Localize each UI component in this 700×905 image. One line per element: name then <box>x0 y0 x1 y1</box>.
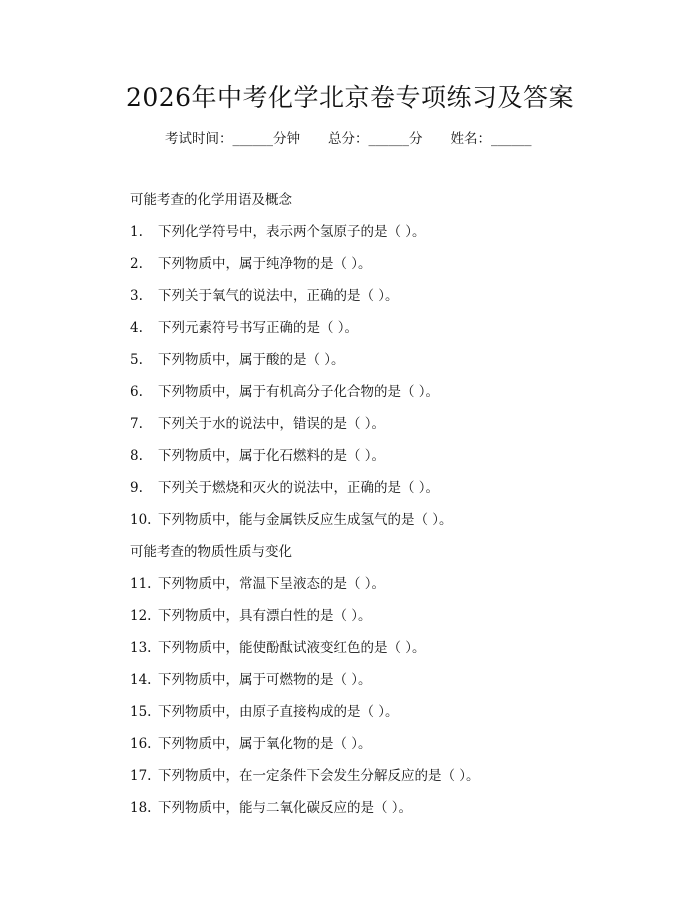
question-text: 下列关于燃烧和灭火的说法中，正确的是（ ）。 <box>158 480 440 496</box>
question-item <box>130 637 426 659</box>
question-number: 6. <box>130 384 143 400</box>
question-text: 下列关于水的说法中，错误的是（ ）。 <box>158 416 386 432</box>
question-text: 下列物质中，由原子直接构成的是（ ）。 <box>158 704 399 720</box>
question-item <box>130 413 385 435</box>
question-item <box>130 701 399 723</box>
question-text: 下列元素符号书写正确的是（ ）。 <box>158 320 359 336</box>
question-text: 下列物质中，属于氧化物的是（ ）。 <box>158 736 372 752</box>
question-number: 9. <box>130 480 143 496</box>
question-item <box>130 669 372 691</box>
question-number: 2. <box>130 256 143 272</box>
question-text: 下列物质中，能与金属铁反应生成氢气的是（ ）。 <box>158 512 453 528</box>
question-item <box>130 733 372 755</box>
question-text: 下列物质中，属于有机高分子化合物的是（ ）。 <box>158 384 440 400</box>
question-text: 下列物质中，属于可燃物的是（ ）。 <box>158 672 372 688</box>
question-number: 15. <box>130 704 152 720</box>
question-item <box>130 765 480 787</box>
question-text: 下列物质中，常温下呈液态的是（ ）。 <box>158 576 386 592</box>
question-item <box>130 477 439 499</box>
section-heading: 可能考查的物质性质与变化 <box>130 544 292 560</box>
question-item <box>130 221 426 243</box>
question-item <box>130 573 385 595</box>
question-item <box>130 317 358 339</box>
question-text: 下列物质中，具有漂白性的是（ ）。 <box>158 608 372 624</box>
question-number: 12. <box>130 608 152 624</box>
exam-time-field: 考试时间：______分钟 <box>165 131 300 147</box>
question-item <box>130 381 439 403</box>
question-number: 10. <box>130 512 152 528</box>
exam-info-line <box>165 128 532 150</box>
question-number: 8. <box>130 448 143 464</box>
question-text: 下列化学符号中，表示两个氢原子的是（ ）。 <box>158 224 426 240</box>
question-number: 17. <box>130 768 152 784</box>
question-text: 下列物质中，属于化石燃料的是（ ）。 <box>158 448 386 464</box>
question-number: 5. <box>130 352 143 368</box>
student-name-field: 姓名：______ <box>450 131 532 147</box>
question-item <box>130 605 372 627</box>
question-text: 下列物质中，属于酸的是（ ）。 <box>158 352 345 368</box>
question-number: 14. <box>130 672 152 688</box>
section-heading: 可能考查的化学用语及概念 <box>130 192 292 208</box>
question-number: 7. <box>130 416 143 432</box>
question-text: 下列物质中，属于纯净物的是（ ）。 <box>158 256 372 272</box>
question-item <box>130 253 372 275</box>
question-text: 下列关于氧气的说法中，正确的是（ ）。 <box>158 288 399 304</box>
question-number: 18. <box>130 800 152 816</box>
question-item <box>130 445 385 467</box>
question-number: 1. <box>130 224 143 240</box>
document-title: 2026年中考化学北京卷专项练习及答案 <box>125 83 575 112</box>
total-score-field: 总分：______分 <box>328 131 423 147</box>
question-number: 4. <box>130 320 143 336</box>
question-item <box>130 797 412 819</box>
question-text: 下列物质中，能使酚酞试液变红色的是（ ）。 <box>158 640 426 656</box>
question-item <box>130 509 453 531</box>
question-item <box>130 349 345 371</box>
question-number: 13. <box>130 640 152 656</box>
question-number: 3. <box>130 288 143 304</box>
question-text: 下列物质中，在一定条件下会发生分解反应的是（ ）。 <box>158 768 480 784</box>
question-text: 下列物质中，能与二氧化碳反应的是（ ）。 <box>158 800 413 816</box>
question-number: 11. <box>130 576 152 592</box>
question-number: 16. <box>130 736 152 752</box>
question-item <box>130 285 399 307</box>
